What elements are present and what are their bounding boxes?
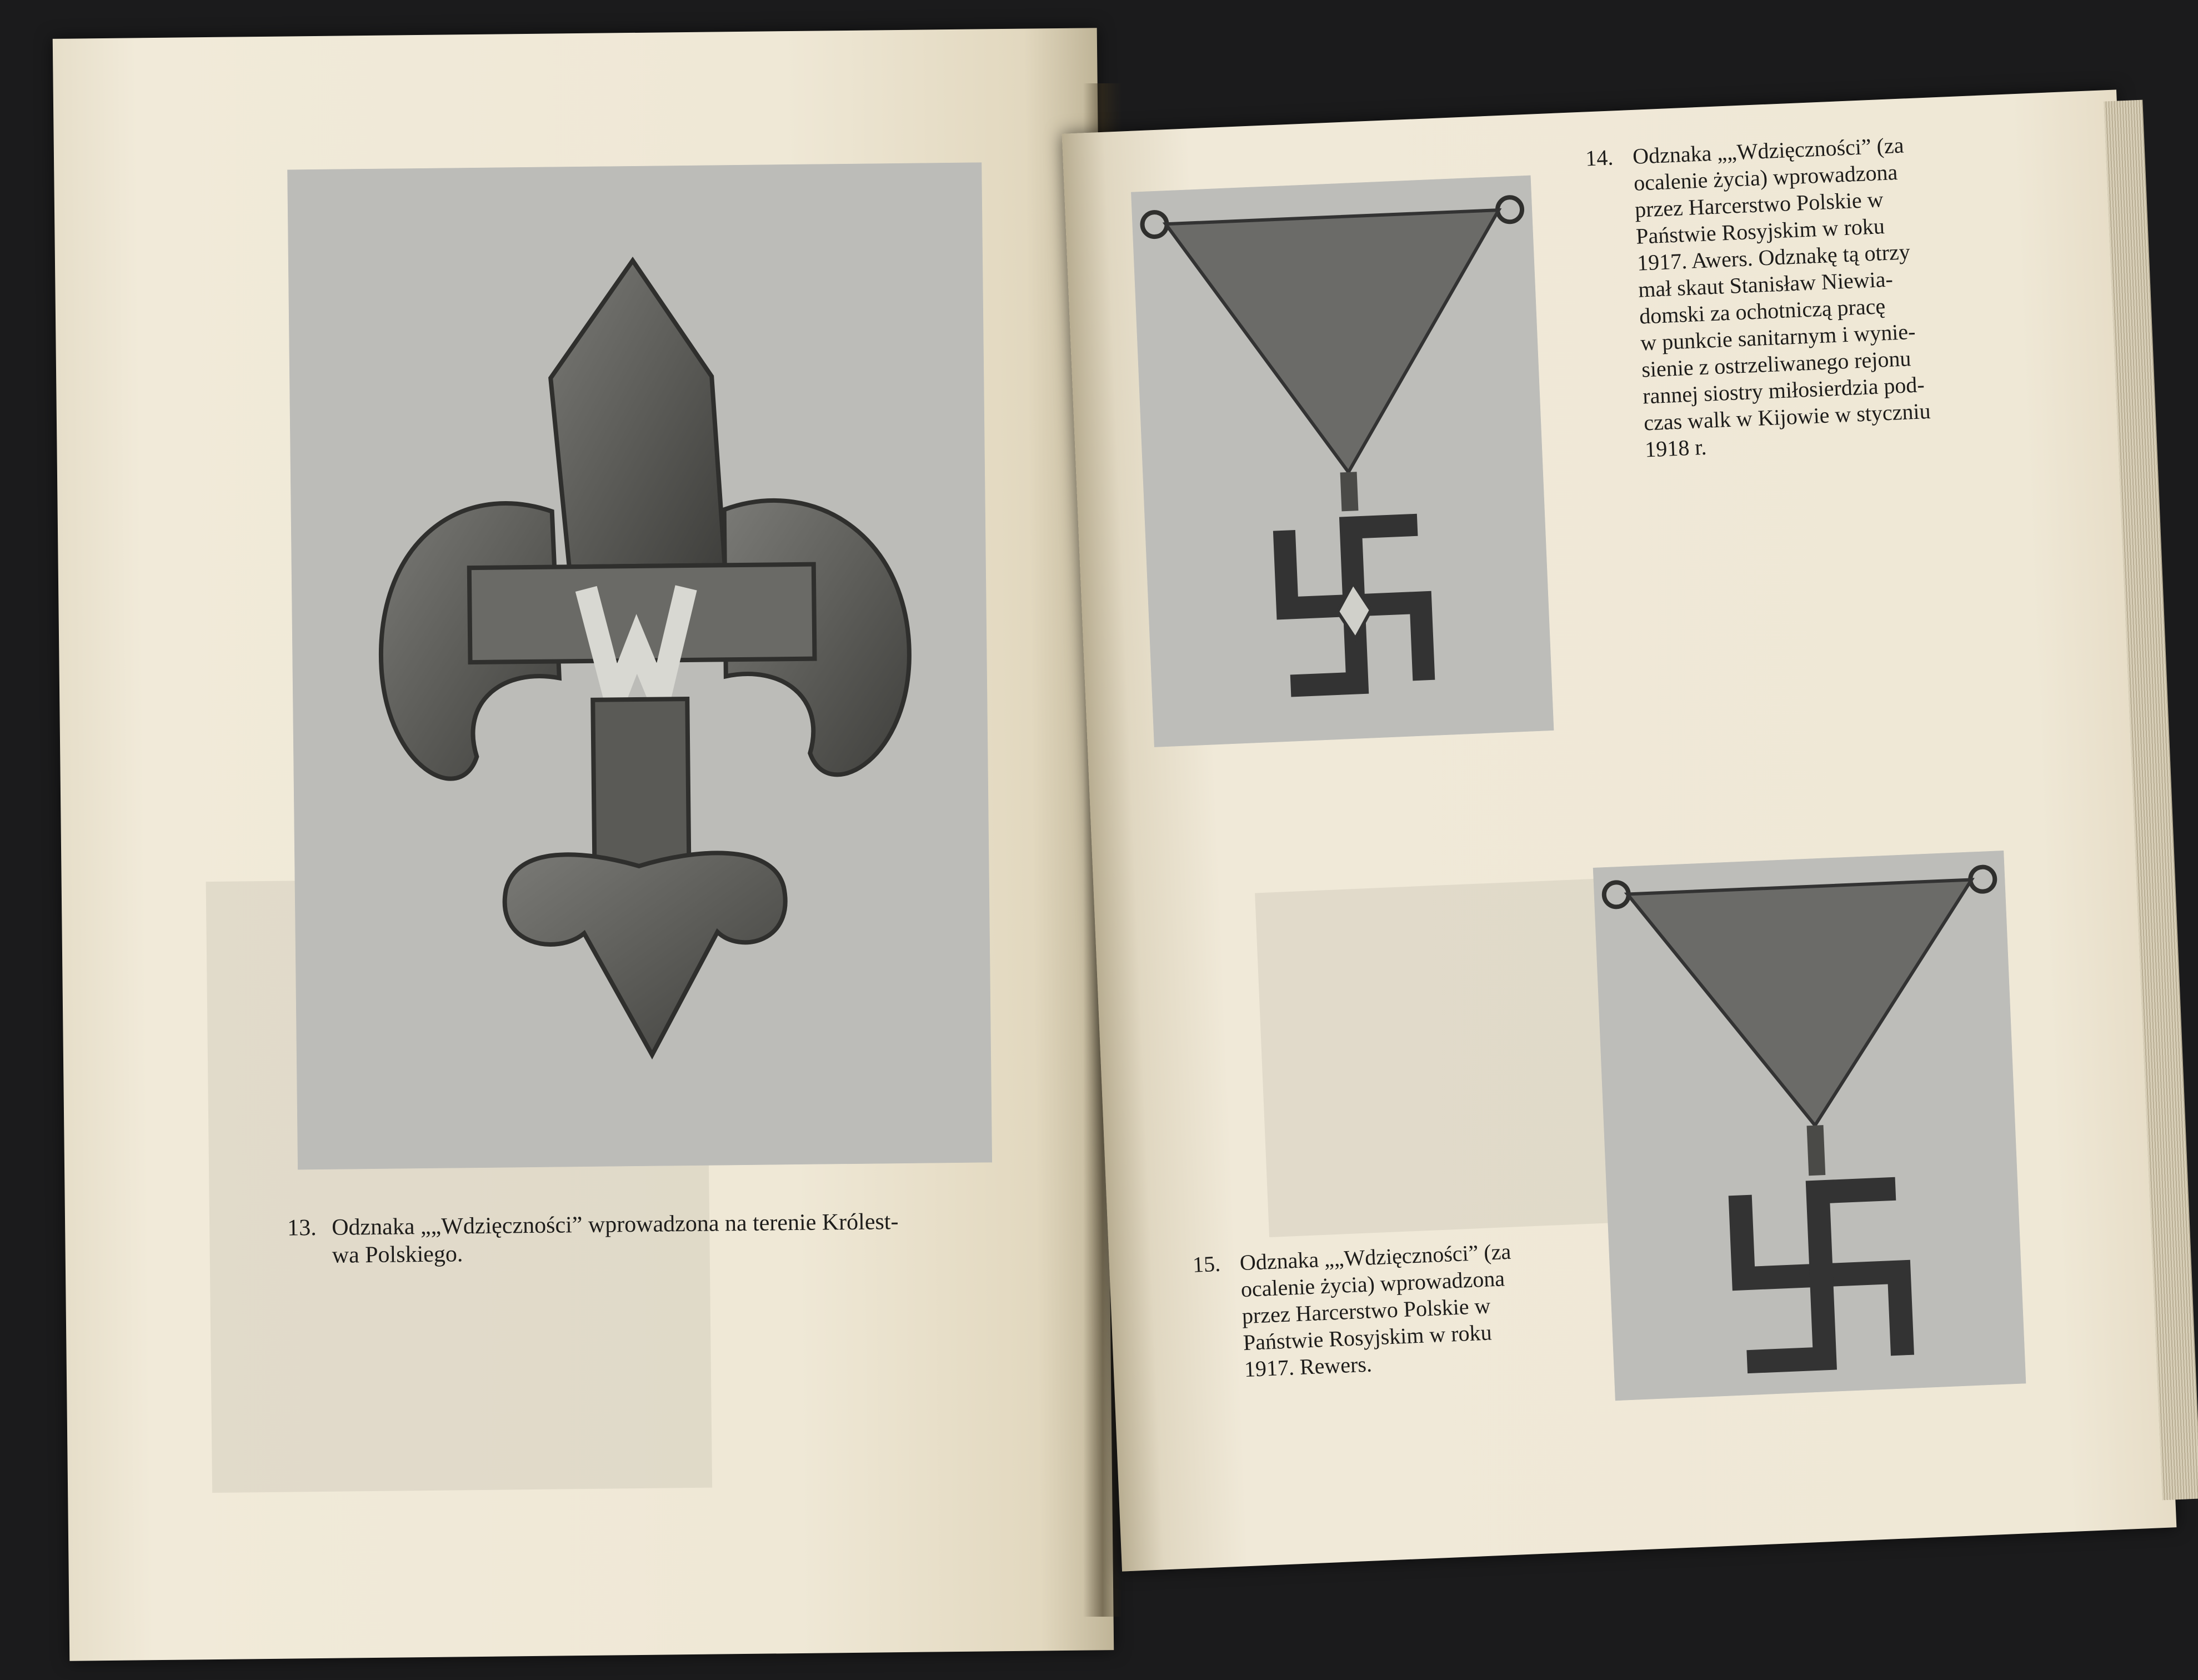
figure-14-line-7: domski za ochotniczą pracę	[1639, 293, 1886, 329]
figure-15-line-4: Państwie Rosyjskim w roku	[1243, 1319, 1493, 1356]
figure-15-line-5: 1917. Rewers.	[1244, 1351, 1373, 1382]
figure-14-line-10: rannej siostry miłosierdzia pod-	[1642, 372, 1925, 409]
left-page	[53, 28, 1114, 1661]
medal-obverse-icon	[1131, 176, 1554, 747]
figure-14-caption-body	[1585, 128, 2009, 465]
figure-14-number: 14.	[1585, 144, 1614, 171]
figure-14-photo	[1131, 176, 1554, 747]
figure-15-number: 15.	[1192, 1251, 1221, 1277]
figure-14-line-2: ocalenie życia) wprowadzona	[1633, 159, 1899, 196]
figure-15-caption	[1192, 1234, 1608, 1385]
fleur-de-lis-badge-icon	[287, 162, 992, 1169]
figure-14-line-12: 1918 r.	[1644, 434, 1708, 462]
figure-14-line-4: Państwie Rosyjskim w roku	[1635, 213, 1885, 249]
figure-15-caption-body	[1192, 1234, 1608, 1385]
figure-13-number: 13.	[287, 1215, 317, 1241]
figure-14-line-5: 1917. Awers. Odznakę tą otrzy	[1636, 239, 1911, 276]
figure-14-line-1: Odznaka „„Wdzięczności” (za	[1632, 132, 1905, 169]
figure-13-caption	[287, 1207, 1010, 1270]
figure-14-line-9: sienie z ostrzeliwanego rejonu	[1641, 346, 1912, 382]
medal-reverse-icon	[1593, 851, 2026, 1401]
figure-15-line-3: przez Harcerstwo Polskie w	[1241, 1293, 1491, 1329]
figure-13-caption-line-1: Odznaka „„Wdzięczności” wprowadzona na terenie Królest-	[331, 1209, 899, 1241]
figure-14-line-3: przez Harcerstwo Polskie w	[1634, 187, 1884, 222]
right-page	[1062, 89, 2177, 1571]
figure-15-line-1: Odznaka „„Wdzięczności” (za	[1239, 1238, 1512, 1276]
figure-15-line-2: ocalenie życia) wprowadzona	[1240, 1266, 1505, 1302]
figure-14-line-8: w punkcie sanitarnym i wynie-	[1640, 318, 1916, 356]
figure-14-caption	[1585, 128, 2009, 465]
figure-14-line-6: mał skaut Stanisław Niewia-	[1638, 266, 1894, 302]
figure-15-photo	[1593, 851, 2026, 1401]
figure-14-line-11: czas walk w Kijowie w styczniu	[1643, 398, 1931, 436]
figure-13-photo	[287, 162, 992, 1169]
figure-13-caption-line-2: wa Polskiego.	[332, 1241, 463, 1268]
